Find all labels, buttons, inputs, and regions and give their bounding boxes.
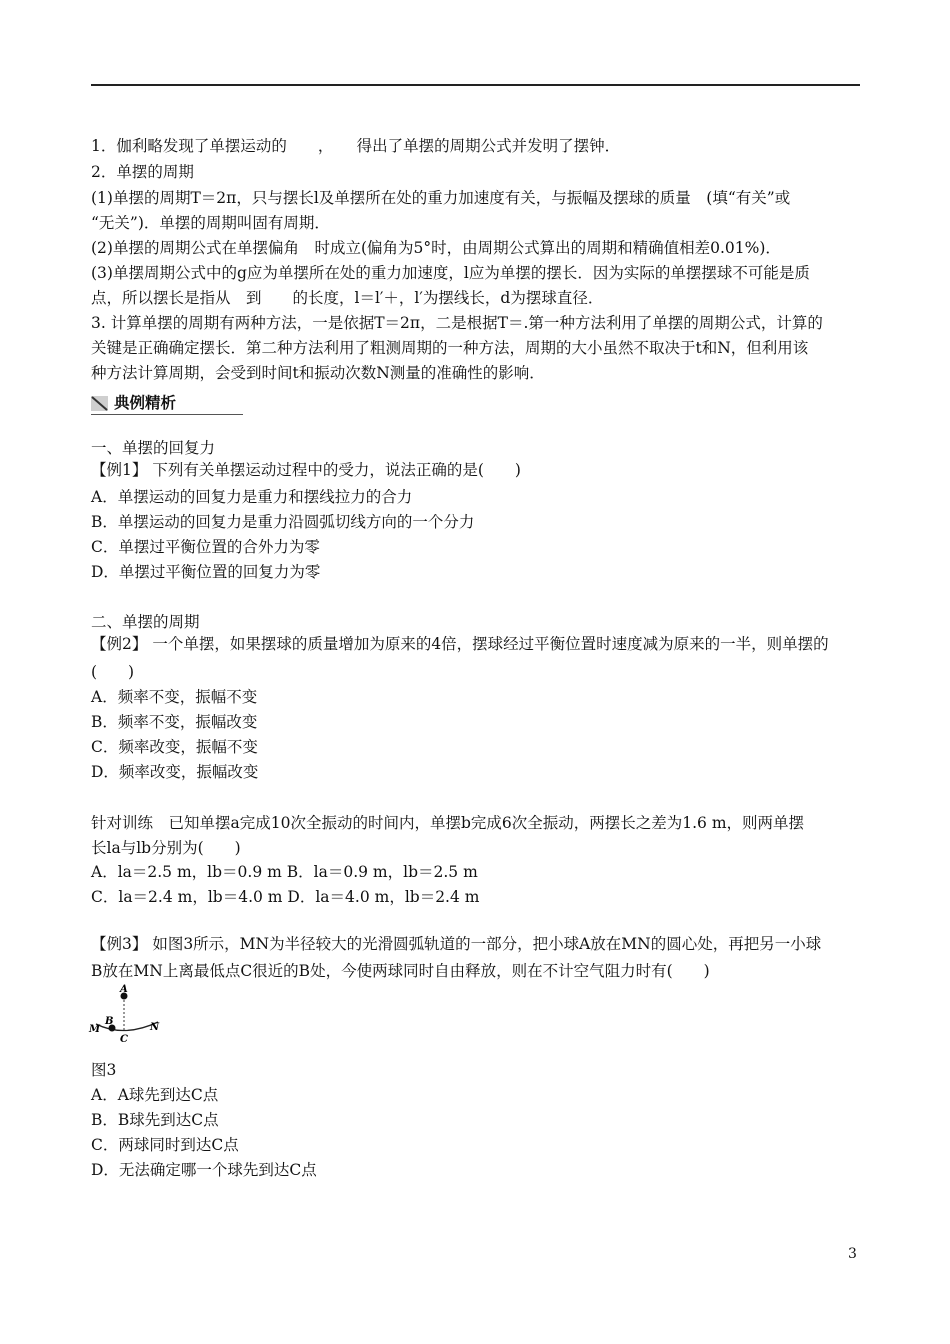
header-rule [91, 84, 860, 86]
intro-line-6: (3)单摆周期公式中的g应为单摆所在处的重力加速度，l应为单摆的摆长．因为实际的单摆摆球不可能是质 [91, 264, 810, 282]
training-question-cont: 长la与lb分别为( ) [91, 839, 241, 857]
example-3-option-c: C．两球同时到达C点 [91, 1136, 239, 1154]
example-1-text: 下列有关单摆运动过程中的受力，说法正确的是( ) [152, 461, 521, 479]
example-2-question-cont: ( ) [91, 663, 135, 681]
example-3-option-a: A．A球先到达C点 [91, 1086, 219, 1104]
example-3-question-cont: B放在MN上离最低点C很近的B处，今使两球同时自由释放，则在不计空气阻力时有( ) [91, 962, 710, 980]
training-options-cd: C．la＝2.4 m，lb＝4.0 m D．la＝4.0 m，lb＝2.4 m [91, 888, 480, 906]
intro-line-3: (1)单摆的周期T＝2π，只与摆长l及单摆所在处的重力加速度有关，与振幅及摆球的质量 (填“有关”或 [91, 189, 791, 207]
heading-marker-icon [91, 396, 108, 411]
figure-3-label-c: C [120, 1034, 128, 1045]
example-1-label: 【例1】 [91, 461, 148, 479]
intro-line-2: 2．单摆的周期 [91, 163, 194, 181]
part1-title: 一、单摆的回复力 [91, 439, 216, 457]
example-3-question [91, 933, 821, 955]
example-3-text: 如图3所示，MN为半径较大的光滑圆弧轨道的一部分，把小球A放在MN的圆心处，再把另一小球 [152, 935, 822, 953]
example-1-option-c: C．单摆过平衡位置的合外力为零 [91, 538, 320, 556]
example-1-question [91, 459, 521, 481]
intro-line-8: 3. 计算单摆的周期有两种方法，一是依据T＝2π，二是根据T＝.第一种方法利用了单摆的周期公式，计算的 [91, 314, 823, 332]
training-question: 针对训练 已知单摆a完成10次全振动的时间内，单摆b完成6次全振动，两摆长之差为1.6 m，则两单摆 [91, 814, 805, 832]
intro-line-4: “无关”)．单摆的周期叫固有周期． [91, 214, 330, 232]
example-1-option-b: B．单摆运动的回复力是重力沿圆弧切线方向的一个分力 [91, 513, 475, 531]
example-1-option-d: D．单摆过平衡位置的回复力为零 [91, 563, 321, 581]
training-options-ab: A．la＝2.5 m，lb＝0.9 m B．la＝0.9 m，lb＝2.5 m [91, 863, 478, 881]
example-2-option-b: B．频率不变，振幅改变 [91, 713, 258, 731]
example-3-option-d: D．无法确定哪一个球先到达C点 [91, 1161, 317, 1179]
example-2-option-a: A．频率不变，振幅不变 [91, 688, 258, 706]
section-heading-label: 典例精析 [114, 394, 177, 412]
figure-3-label-a: A [120, 984, 128, 995]
intro-line-7: 点，所以摆长是指从 到 的长度，l＝l′＋，l′为摆线长，d为摆球直径． [91, 289, 604, 307]
example-2-option-c: C．频率改变，振幅不变 [91, 738, 258, 756]
section-heading [91, 393, 243, 415]
intro-line-5: (2)单摆的周期公式在单摆偏角 时成立(偏角为5°时，由周期公式算出的周期和精确值相差0.01%)． [91, 239, 781, 257]
figure-3-caption: 图3 [91, 1061, 117, 1079]
example-3-option-b: B．B球先到达C点 [91, 1111, 219, 1129]
figure-3-diagram [88, 982, 168, 1046]
page-number: 3 [848, 1246, 857, 1262]
example-1-option-a: A．单摆运动的回复力是重力和摆线拉力的合力 [91, 488, 413, 506]
example-2-label: 【例2】 [91, 635, 148, 653]
example-2-question [91, 633, 829, 655]
intro-line-1: 1．伽利略发现了单摆运动的 ， 得出了单摆的周期公式并发明了摆钟． [91, 137, 621, 155]
figure-3-label-b: B [105, 1016, 114, 1027]
section-heading-underline [91, 414, 243, 415]
figure-3-label-n: N [150, 1022, 160, 1033]
figure-3-label-m: M [89, 1024, 101, 1035]
part2-title: 二、单摆的周期 [91, 613, 200, 631]
intro-line-9: 关键是正确确定摆长．第二种方法利用了粗测周期的一种方法，周期的大小虽然不取决于t和N，但利用该 [91, 339, 809, 357]
example-2-text: 一个单摆，如果摆球的质量增加为原来的4倍，摆球经过平衡位置时速度减为原来的一半，则单摆的 [152, 635, 829, 653]
example-2-option-d: D．频率改变，振幅改变 [91, 763, 259, 781]
example-3-label: 【例3】 [91, 935, 148, 953]
intro-line-10: 种方法计算周期，会受到时间t和振动次数N测量的准确性的影响． [91, 364, 545, 382]
